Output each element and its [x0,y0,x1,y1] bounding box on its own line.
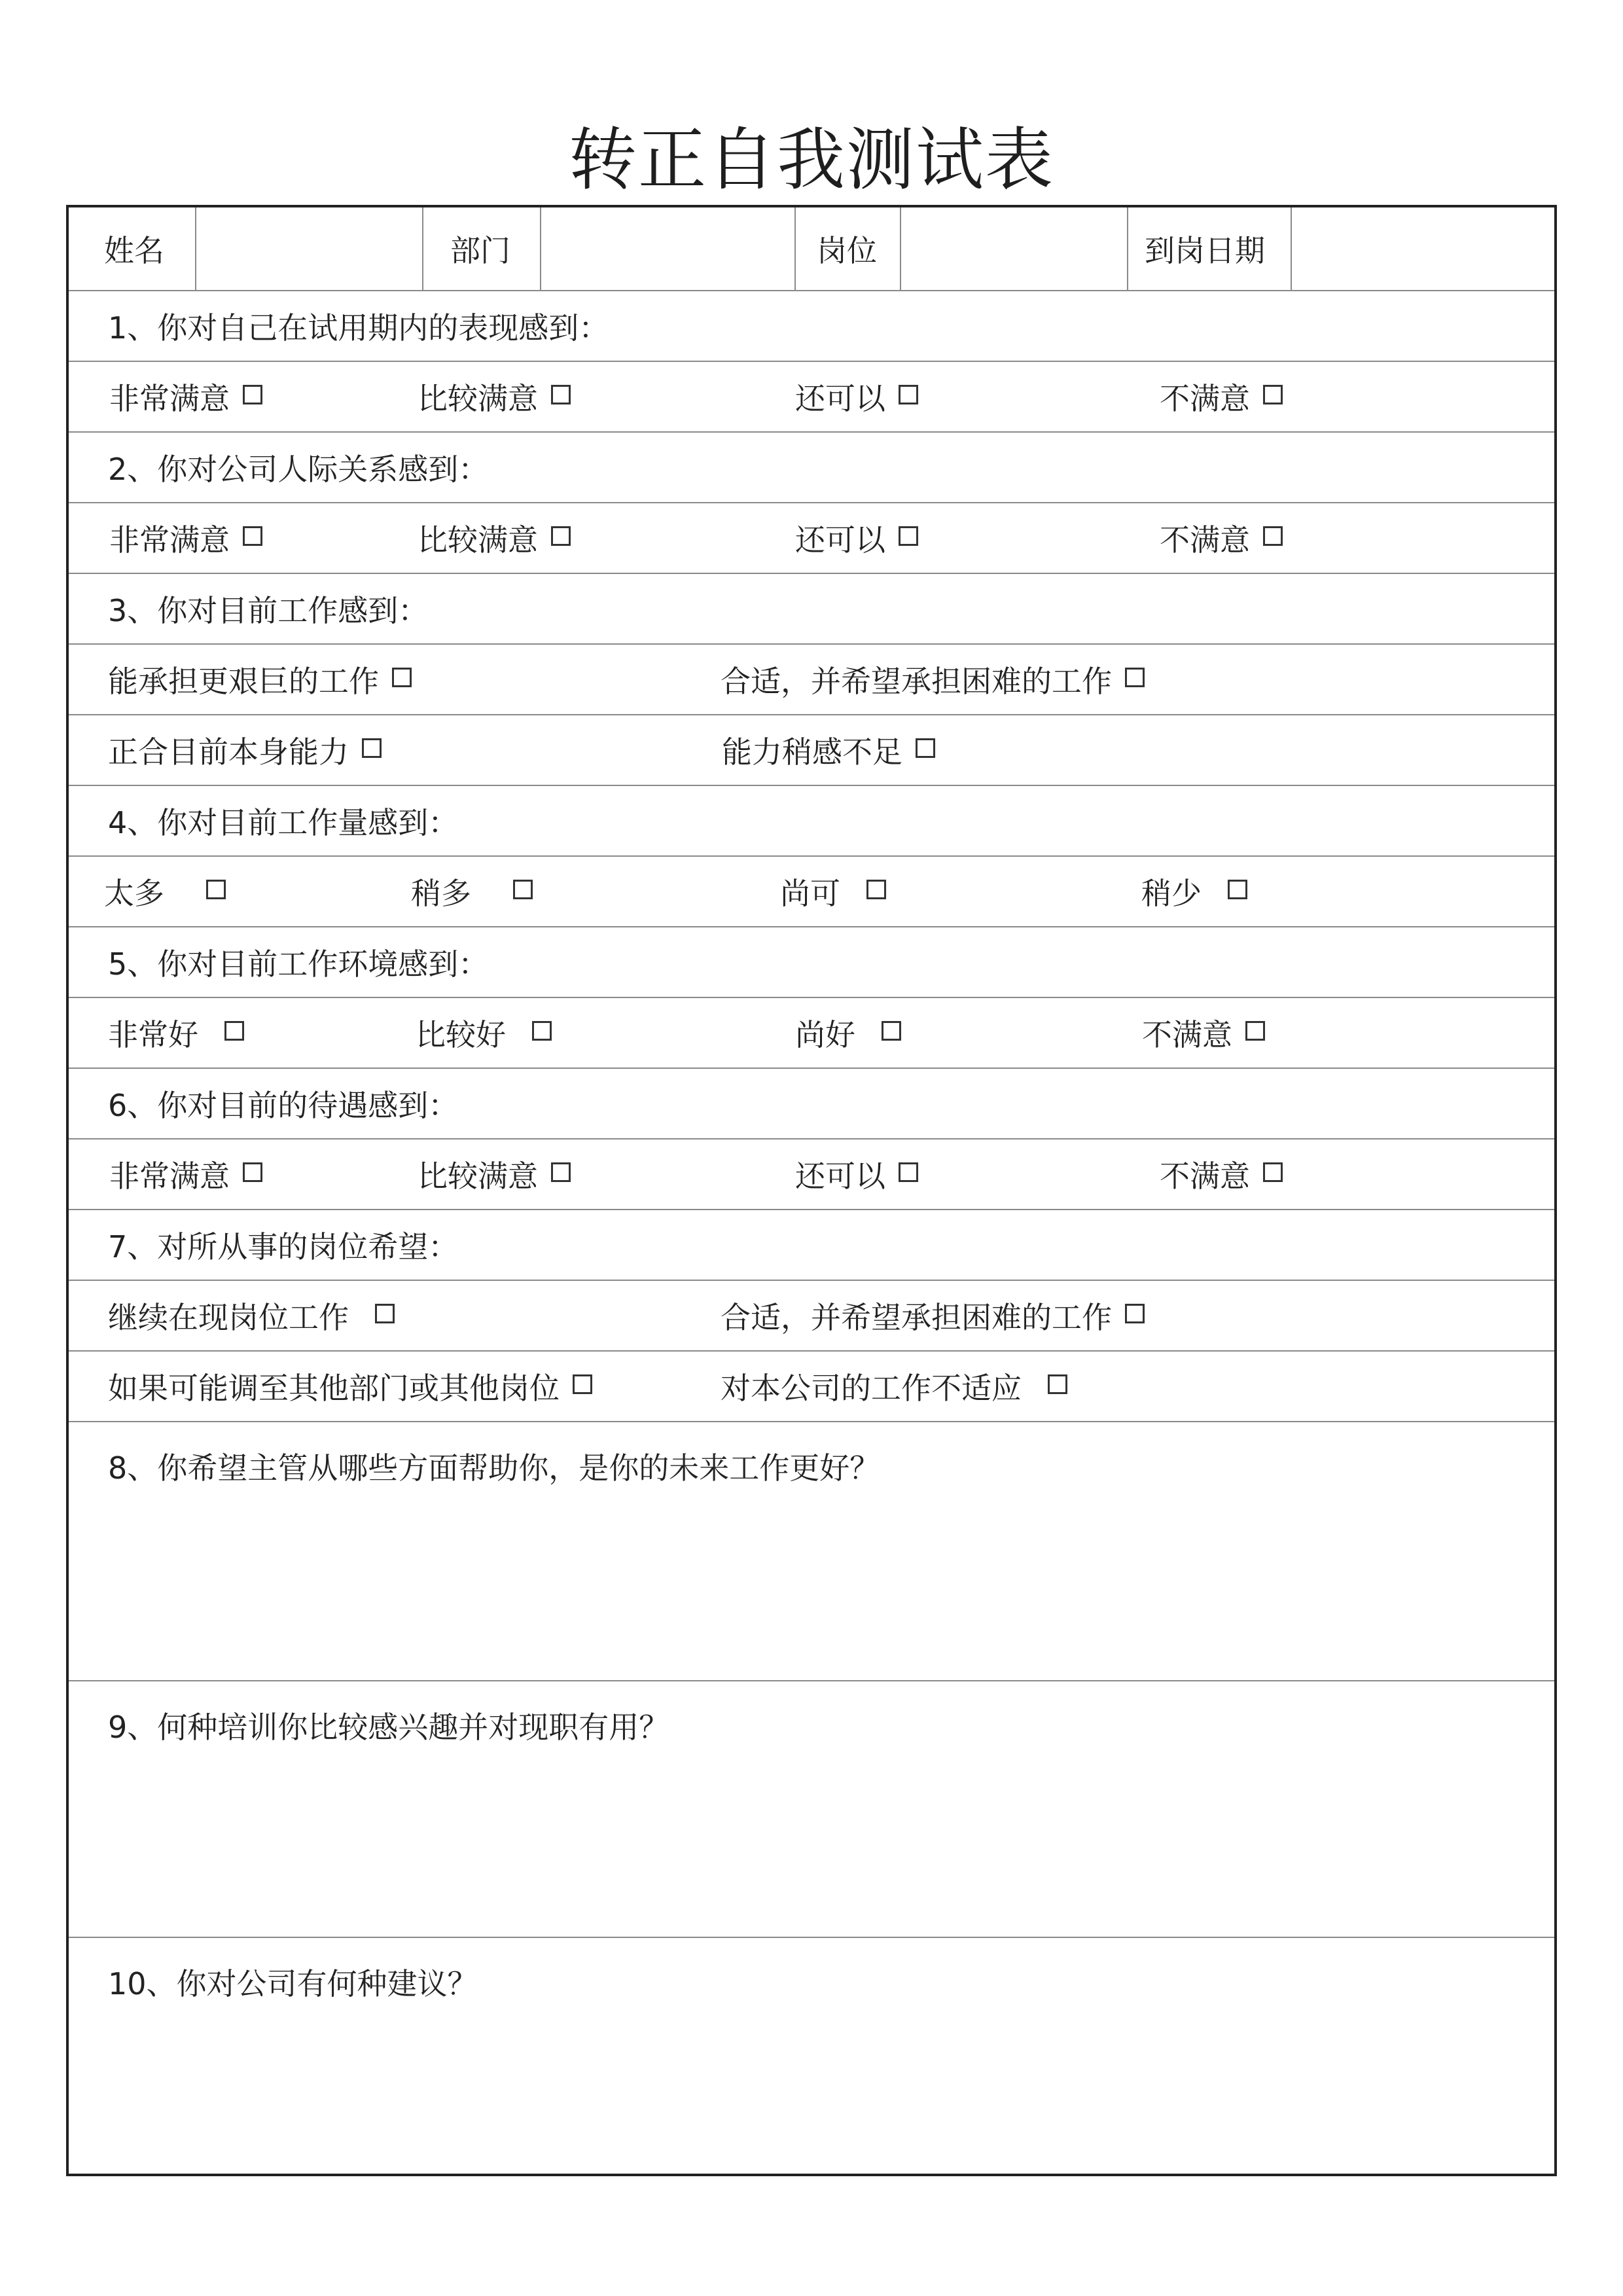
option[interactable]: 对本公司的工作不适应 [721,1352,1067,1421]
options-row [69,998,1554,1069]
dept-field[interactable] [543,207,791,290]
option[interactable]: 如果可能调至其他部门或其他岗位 [108,1352,592,1421]
checkbox[interactable] [899,1162,918,1182]
option[interactable]: 还可以 [795,362,918,431]
options-row [69,857,1554,927]
option[interactable]: 比较满意 [418,1139,571,1209]
option[interactable]: 非常满意 [109,1139,262,1209]
checkbox[interactable] [551,526,571,546]
page-title: 转正自我测试表 [568,120,1054,200]
checkbox[interactable] [243,526,262,546]
option[interactable]: 尚可 [780,857,886,926]
checkbox[interactable] [1263,1162,1283,1182]
checkbox[interactable] [224,1021,244,1041]
divider [794,207,796,290]
checkbox[interactable] [362,738,382,758]
checkbox[interactable] [243,385,262,404]
option[interactable]: 不满意 [1160,503,1283,573]
option[interactable]: 还可以 [795,503,918,573]
info-row [69,207,1554,291]
checkbox[interactable] [866,880,886,899]
checkbox[interactable] [1263,385,1283,404]
options-row [69,645,1554,715]
answer-area-10[interactable] [108,2010,1515,2161]
option[interactable]: 能力稍感不足 [722,715,935,785]
question-row [69,786,1554,857]
option[interactable]: 尚好 [795,998,901,1067]
divider [1291,207,1292,290]
checkbox[interactable] [513,880,533,899]
options-row [69,503,1554,574]
checkbox[interactable] [1263,526,1283,546]
checkbox[interactable] [392,668,412,687]
question-1: 1、你对自己在试用期内的表现感到： [108,310,609,346]
question-10: 10、你对公司有何种建议？ [108,1966,478,2001]
options-row [69,362,1554,433]
question-4: 4、你对目前工作量感到： [108,805,459,840]
checkbox[interactable] [1245,1021,1265,1041]
self-assessment-form [66,205,1557,2176]
divider [900,207,901,290]
option[interactable]: 太多 [104,857,226,926]
option[interactable]: 合适，并希望承担困难的工作 [721,645,1145,714]
checkbox[interactable] [899,526,918,546]
option[interactable]: 合适，并希望承担困难的工作 [721,1281,1145,1350]
option[interactable]: 继续在现岗位工作 [108,1281,395,1350]
options-row [69,715,1554,786]
checkbox[interactable] [882,1021,901,1041]
checkbox[interactable] [1125,668,1145,687]
option[interactable]: 能承担更艰巨的工作 [108,645,412,714]
question-row [69,574,1554,645]
position-field[interactable] [902,207,1125,290]
checkbox[interactable] [1125,1304,1145,1323]
start-date-field[interactable] [1293,207,1548,290]
question-row [69,291,1554,362]
option[interactable]: 不满意 [1160,362,1283,431]
position-label: 岗位 [817,233,877,268]
checkbox[interactable] [573,1374,592,1394]
open-question-row [69,1938,1554,2174]
option[interactable]: 比较好 [416,998,552,1067]
name-label: 姓名 [104,233,164,268]
divider [1127,207,1128,290]
divider [195,207,196,290]
dept-label: 部门 [450,233,510,268]
question-row [69,433,1554,503]
options-row [69,1352,1554,1422]
option[interactable]: 不满意 [1160,1139,1283,1209]
checkbox[interactable] [899,385,918,404]
option[interactable]: 非常满意 [109,503,262,573]
question-2: 2、你对公司人际关系感到： [108,452,489,487]
option[interactable]: 不满意 [1142,998,1265,1067]
divider [422,207,423,290]
question-5: 5、你对目前工作环境感到： [108,946,489,982]
question-row [69,927,1554,998]
question-9: 9、何种培训你比较感兴趣并对现职有用？ [108,1710,669,1745]
checkbox[interactable] [206,880,226,899]
answer-area-9[interactable] [108,1753,1515,1924]
option[interactable]: 比较满意 [418,362,571,431]
option[interactable]: 比较满意 [418,503,571,573]
option[interactable]: 稍多 [411,857,533,926]
checkbox[interactable] [551,1162,571,1182]
checkbox[interactable] [916,738,935,758]
checkbox[interactable] [551,385,571,404]
divider [540,207,541,290]
option[interactable]: 非常好 [108,998,244,1067]
answer-area-8[interactable] [108,1494,1515,1667]
open-question-row [69,1681,1554,1938]
checkbox[interactable] [243,1162,262,1182]
question-8: 8、你希望主管从哪些方面帮助你，是你的未来工作更好？ [108,1450,880,1486]
question-7: 7、对所从事的岗位希望： [108,1229,459,1265]
option[interactable]: 稍少 [1141,857,1247,926]
question-6: 6、你对目前的待遇感到： [108,1088,459,1123]
checkbox[interactable] [1048,1374,1067,1394]
options-row [69,1139,1554,1210]
checkbox[interactable] [1228,880,1247,899]
question-row [69,1069,1554,1139]
checkbox[interactable] [532,1021,552,1041]
checkbox[interactable] [375,1304,395,1323]
open-question-row [69,1422,1554,1681]
option[interactable]: 还可以 [795,1139,918,1209]
option[interactable]: 非常满意 [109,362,262,431]
option[interactable]: 正合目前本身能力 [108,715,382,785]
question-row [69,1210,1554,1281]
question-3: 3、你对目前工作感到： [108,593,429,628]
start-date-label: 到岗日期 [1145,233,1265,268]
name-field[interactable] [197,207,419,290]
options-row [69,1281,1554,1352]
